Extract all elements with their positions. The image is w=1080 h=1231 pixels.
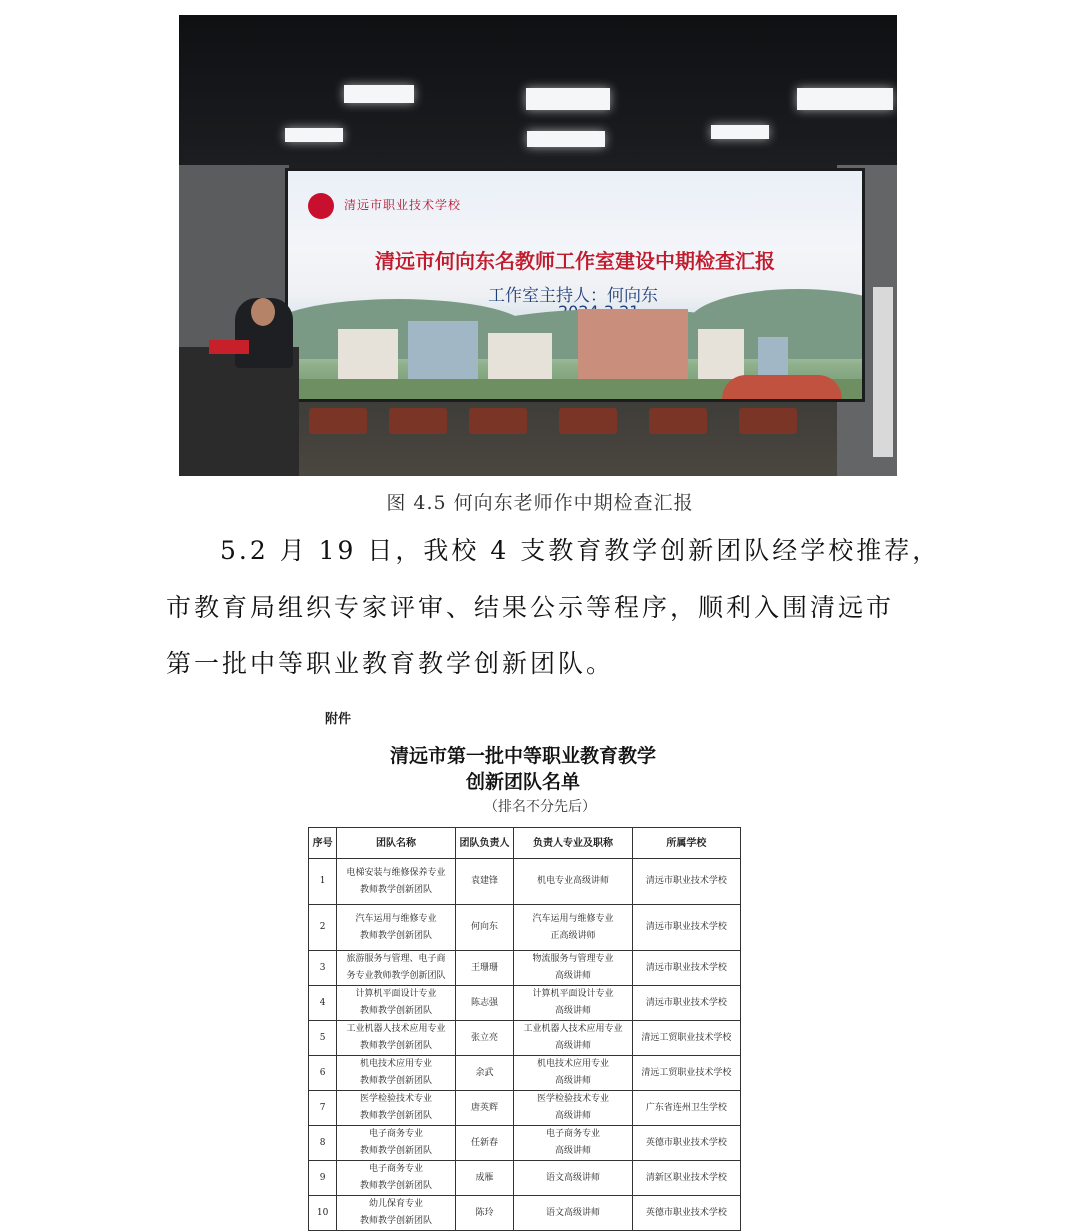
leader-title-line: 机电专业高级讲师 — [537, 876, 610, 886]
team-name-line: 医学检验技术专业 — [359, 1094, 432, 1104]
cell-school — [632, 1056, 740, 1091]
team-name-line: 教师教学创新团队 — [359, 1146, 432, 1156]
cell-team — [337, 1056, 455, 1091]
cell-no — [309, 1161, 337, 1196]
projection-screen — [285, 168, 865, 402]
team-name-line: 电子商务专业 — [368, 1129, 423, 1139]
cell-title — [514, 1196, 632, 1231]
row-number: 6 — [319, 1067, 326, 1078]
leader-title-line: 物流服务与管理专业 — [532, 954, 614, 964]
screen-school-name: 清远市职业技术学校 — [344, 198, 462, 212]
leader-name: 何向东 — [471, 922, 499, 932]
chair — [739, 408, 797, 434]
paragraph-line: 第一批中等职业教育教学创新团队。 — [166, 649, 615, 678]
school-name: 清远工贸职业技术学校 — [641, 1032, 732, 1043]
leader-name: 陈玲 — [475, 1207, 494, 1218]
cell-team — [337, 1161, 455, 1196]
leader-title-line: 计算机平面设计专业 — [532, 989, 614, 999]
cell-no — [309, 1021, 337, 1056]
team-name-line: 电梯安装与维修保养专业 — [346, 867, 446, 878]
table-row — [309, 859, 741, 905]
paragraph-line: 市教育局组织专家评审、结果公示等程序，顺利入围清远市 — [166, 593, 895, 622]
leader-title-line: 正高级讲师 — [550, 930, 596, 941]
cell-team — [337, 859, 455, 905]
leader-title-line: 高级讲师 — [555, 971, 592, 981]
table-row — [309, 1021, 741, 1056]
row-number: 3 — [319, 962, 326, 973]
cell-no — [309, 1126, 337, 1161]
cell-school — [632, 951, 740, 986]
chair — [389, 408, 447, 434]
team-name-line: 幼儿保育专业 — [368, 1199, 423, 1209]
ceiling-light — [527, 131, 605, 147]
cell-team — [337, 951, 455, 986]
cell-leader — [455, 859, 514, 905]
building — [488, 333, 552, 379]
building — [338, 329, 398, 379]
team-name-line: 旅游服务与管理、电子商 — [346, 954, 446, 964]
team-name-line: 电子商务专业 — [368, 1164, 423, 1174]
team-name-line: 教师教学创新团队 — [359, 1111, 432, 1121]
cell-no — [309, 1091, 337, 1126]
cell-leader — [455, 1021, 514, 1056]
chair — [559, 408, 617, 434]
cell-team — [337, 1196, 455, 1231]
attachment-title: 清远市第一批中等职业教育教学 — [389, 745, 656, 767]
column-header: 团队负责人 — [455, 828, 514, 859]
team-list-table — [308, 827, 741, 1231]
leader-name: 任新春 — [471, 1137, 499, 1148]
school-name: 清新区职业技术学校 — [645, 1172, 727, 1183]
school-name: 英德市职业技术学校 — [645, 1137, 727, 1148]
row-number: 1 — [319, 876, 326, 886]
team-name-line: 计算机平面设计专业 — [355, 989, 437, 999]
name-card — [209, 340, 249, 354]
cell-team — [337, 1091, 455, 1126]
cell-school — [632, 986, 740, 1021]
attachment-label: 附件 — [325, 712, 352, 727]
cell-title — [514, 859, 632, 905]
cell-leader — [455, 951, 514, 986]
row-number: 2 — [319, 922, 326, 932]
cell-title — [514, 986, 632, 1021]
leader-name: 成雁 — [475, 1172, 494, 1183]
table-header-row — [309, 828, 741, 859]
building — [758, 337, 788, 379]
cell-title — [514, 905, 632, 951]
school-name: 清远市职业技术学校 — [645, 997, 727, 1008]
paragraph-line: 5.2 月 19 日，我校 4 支教育教学创新团队经学校推荐， — [220, 536, 941, 565]
building — [698, 329, 744, 379]
cell-team — [337, 986, 455, 1021]
cell-leader — [455, 986, 514, 1021]
table-row — [309, 1196, 741, 1231]
school-name: 清远市职业技术学校 — [645, 876, 727, 886]
cell-school — [632, 859, 740, 905]
row-number: 5 — [319, 1032, 326, 1043]
cell-school — [632, 1196, 740, 1231]
screen-title: 清远市何向东名教师工作室建设中期检查汇报 — [375, 249, 775, 273]
leader-name: 唐英辉 — [471, 1102, 499, 1113]
leader-title-line: 机电技术应用专业 — [537, 1059, 610, 1069]
speaker-head — [251, 298, 275, 326]
building — [408, 321, 478, 379]
school-name: 清远市职业技术学校 — [645, 962, 727, 973]
team-name-line: 汽车运用与维修专业 — [355, 913, 437, 924]
figure-caption: 图 4.5 何向东老师作中期检查汇报 — [386, 492, 694, 514]
chair — [469, 408, 527, 434]
cell-team — [337, 905, 455, 951]
school-name: 英德市职业技术学校 — [645, 1207, 727, 1218]
team-name-line: 机电技术应用专业 — [359, 1059, 432, 1069]
leader-title-line: 工业机器人技术应用专业 — [523, 1024, 623, 1034]
team-name-line: 教师教学创新团队 — [359, 1041, 432, 1051]
cell-title — [514, 951, 632, 986]
cell-title — [514, 1021, 632, 1056]
cell-leader — [455, 905, 514, 951]
column-header: 所属学校 — [632, 828, 740, 859]
cell-title — [514, 1091, 632, 1126]
cell-school — [632, 1161, 740, 1196]
leader-title-line: 高级讲师 — [555, 1006, 592, 1016]
table-row — [309, 986, 741, 1021]
cell-team — [337, 1126, 455, 1161]
cell-school — [632, 1021, 740, 1056]
school-name: 广东省连州卫生学校 — [645, 1102, 727, 1113]
team-name-line: 教师教学创新团队 — [359, 930, 432, 941]
cell-school — [632, 1126, 740, 1161]
team-name-line: 教师教学创新团队 — [359, 1216, 432, 1226]
row-number: 9 — [319, 1172, 326, 1183]
column-header: 序号 — [309, 828, 337, 859]
cell-no — [309, 986, 337, 1021]
leader-title-line: 医学检验技术专业 — [537, 1094, 610, 1104]
team-name-line: 教师教学创新团队 — [359, 1006, 432, 1016]
team-name-line: 教师教学创新团队 — [359, 1181, 432, 1191]
chair — [309, 408, 367, 434]
leader-title-line: 高级讲师 — [555, 1111, 592, 1121]
cell-title — [514, 1126, 632, 1161]
ceiling-light — [711, 125, 769, 139]
cell-school — [632, 1091, 740, 1126]
ceiling-light — [344, 85, 414, 103]
report-photo — [179, 15, 897, 476]
running-track — [722, 375, 842, 399]
column-header: 负责人专业及职称 — [514, 828, 632, 859]
team-name-line: 务专业教师教学创新团队 — [346, 971, 446, 981]
leader-name: 陈志强 — [471, 997, 499, 1008]
leader-name: 袁建锋 — [471, 876, 499, 886]
row-number: 7 — [319, 1102, 326, 1113]
table-row — [309, 1056, 741, 1091]
leader-name: 余武 — [475, 1067, 494, 1078]
team-name-line: 教师教学创新团队 — [359, 884, 432, 895]
attachment-subtitle: （排名不分先后） — [484, 799, 596, 815]
team-name-line: 教师教学创新团队 — [359, 1076, 432, 1086]
cell-no — [309, 1056, 337, 1091]
ceiling-light — [526, 88, 610, 110]
table-row — [309, 1161, 741, 1196]
row-number: 8 — [319, 1137, 326, 1148]
chair-row — [289, 408, 849, 448]
leader-title-line: 高级讲师 — [555, 1146, 592, 1156]
school-logo-icon — [308, 193, 334, 219]
school-name: 清远工贸职业技术学校 — [641, 1067, 732, 1078]
leader-title-line: 汽车运用与维修专业 — [532, 913, 614, 924]
cell-school — [632, 905, 740, 951]
attachment-title: 创新团队名单 — [465, 771, 580, 793]
cell-leader — [455, 1091, 514, 1126]
whiteboard — [873, 287, 893, 457]
cell-leader — [455, 1056, 514, 1091]
cell-team — [337, 1021, 455, 1056]
leader-title-line: 电子商务专业 — [546, 1129, 601, 1139]
table-row — [309, 951, 741, 986]
chair — [649, 408, 707, 434]
ceiling-light — [285, 128, 343, 142]
ceiling-light — [797, 88, 893, 110]
table-row — [309, 1126, 741, 1161]
leader-title-line: 高级讲师 — [555, 1076, 592, 1086]
cell-title — [514, 1056, 632, 1091]
leader-name: 王珊珊 — [471, 962, 499, 973]
row-number: 10 — [316, 1207, 329, 1218]
leader-title-line: 语文高级讲师 — [546, 1172, 601, 1183]
leader-name: 张立亮 — [471, 1032, 499, 1043]
cell-no — [309, 1196, 337, 1231]
cell-leader — [455, 1196, 514, 1231]
column-header: 团队名称 — [337, 828, 455, 859]
cell-no — [309, 859, 337, 905]
screen-host: 工作室主持人：何向东 — [488, 286, 658, 306]
cell-leader — [455, 1126, 514, 1161]
cell-title — [514, 1161, 632, 1196]
building — [578, 309, 688, 379]
team-name-line: 工业机器人技术应用专业 — [346, 1024, 446, 1034]
table-row — [309, 1091, 741, 1126]
table-row — [309, 905, 741, 951]
leader-title-line: 高级讲师 — [555, 1041, 592, 1051]
row-number: 4 — [319, 997, 326, 1008]
cell-leader — [455, 1161, 514, 1196]
cell-no — [309, 905, 337, 951]
cell-no — [309, 951, 337, 986]
school-name: 清远市职业技术学校 — [645, 922, 727, 932]
leader-title-line: 语文高级讲师 — [546, 1207, 601, 1218]
